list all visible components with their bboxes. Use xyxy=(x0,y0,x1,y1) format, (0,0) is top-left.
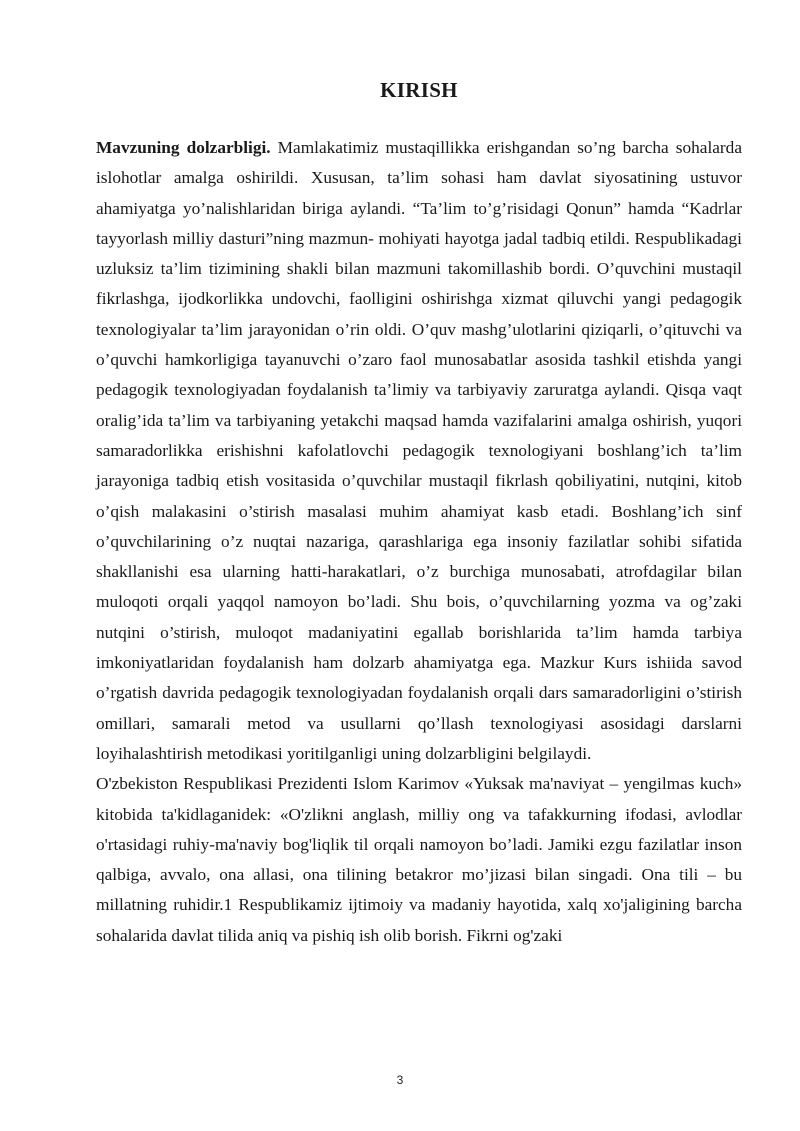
page-number: 3 xyxy=(396,1073,404,1087)
paragraph-text: O'zbekiston Respublikasi Prezidenti Islom Karimov «Yuksak ma'naviyat – yengilmas kuch» kitobida ta'kidlaganidek: «O'zlikni anglash, milliy ong va tafakkurning ifodasi, avlodlar o'rtasidagi ruhiy-ma'naviy bog'liqlik til orqali namoyon bo’ladi. Jamiki ezgu fazilatlar inson qalbiga, avvalo, ona allasi, ona tilining betakror mo’jizasi bilan singadi. Ona tili – bu millatning ruhidir.1 Respublikamiz ijtimoiy va madaniy hayotida, xalq xo'jaligining barcha sohalarida davlat tilida aniq va pishiq ish olib borish. Fikrni og'zaki xyxy=(96,774,742,945)
paragraph-lead: Mavzuning dolzarbligi. xyxy=(96,138,271,157)
page-title: KIRISH xyxy=(380,78,458,102)
paragraph-relevance xyxy=(96,133,742,769)
paragraph-quote xyxy=(96,769,742,951)
document-body xyxy=(96,133,742,951)
paragraph-text: Mamlakatimiz mustaqillikka erishgandan so’ng barcha sohalarda islohotlar amalga oshirildi. Xususan, ta’lim sohasi ham davlat siyosatining ustuvor ahamiyatga yo’nalishlaridan biriga aylandi. “Ta’lim to’g’risidagi Qonun” hamda “Kadrlar tayyorlash milliy dasturi”ning mazmun- mohiyati hayotga jadal tadbiq etildi. Respublikadagi uzluksiz ta’lim tizimining shakli bilan mazmuni takomillashib bordi. O’quvchini mustaqil fikrlashga, ijodkorlikka undovchi, faolligini oshirishga xizmat qiluvchi yangi pedagogik texnologiyalar ta’lim jarayonidan o’rin oldi. O’quv mashg’ulotlarini qiziqarli, o’qituvchi va o’quvchi hamkorligiga tayanuvchi o’zaro faol munosabatlar asosida tashkil etishda yangi pedagogik texnologiyadan foydalanish ta’limiy va tarbiyaviy zaruratga aylandi. Qisqa vaqt oralig’ida ta’lim va tarbiyaning yetakchi maqsad hamda vazifalarini amalga oshirish, yuqori samaradorlikka erishishni kafolatlovchi pedagogik texnologiyani boshlang’ich ta’lim jarayoniga tadbiq etish vositasida o’quvchilar mustaqil fikrlash qobiliyatini, nutqini, kitob o’qish malakasini o’stirish masalasi muhim ahamiyat kasb etadi. Boshlang’ich sinf o’quvchilarining o’z nuqtai nazariga, qarashlariga ega insoniy fazilatlar sohibi sifatida shakllanishi esa ularning hatti-harakatlari, o’z burchiga munosabati, atrofdagilar bilan muloqoti orqali yaqqol namoyon bo’ladi. Shu bois, o’quvchilarning yozma va og’zaki nutqini o’stirish, muloqot madaniyatini egallab borishlarida ta’lim hamda tarbiya imkoniyatlaridan foydalanish ham dolzarb ahamiyatga ega. Mazkur Kurs ishiida savod o’rgatish davrida pedagogik texnologiyadan foydalanish orqali dars samaradorligini o’stirish omillari, samarali metod va usullarni qo’llash texnologiyasi asosidagi darslarni loyihalashtirish metodikasi yoritilganligi uning dolzarbligini belgilaydi. xyxy=(96,138,742,763)
